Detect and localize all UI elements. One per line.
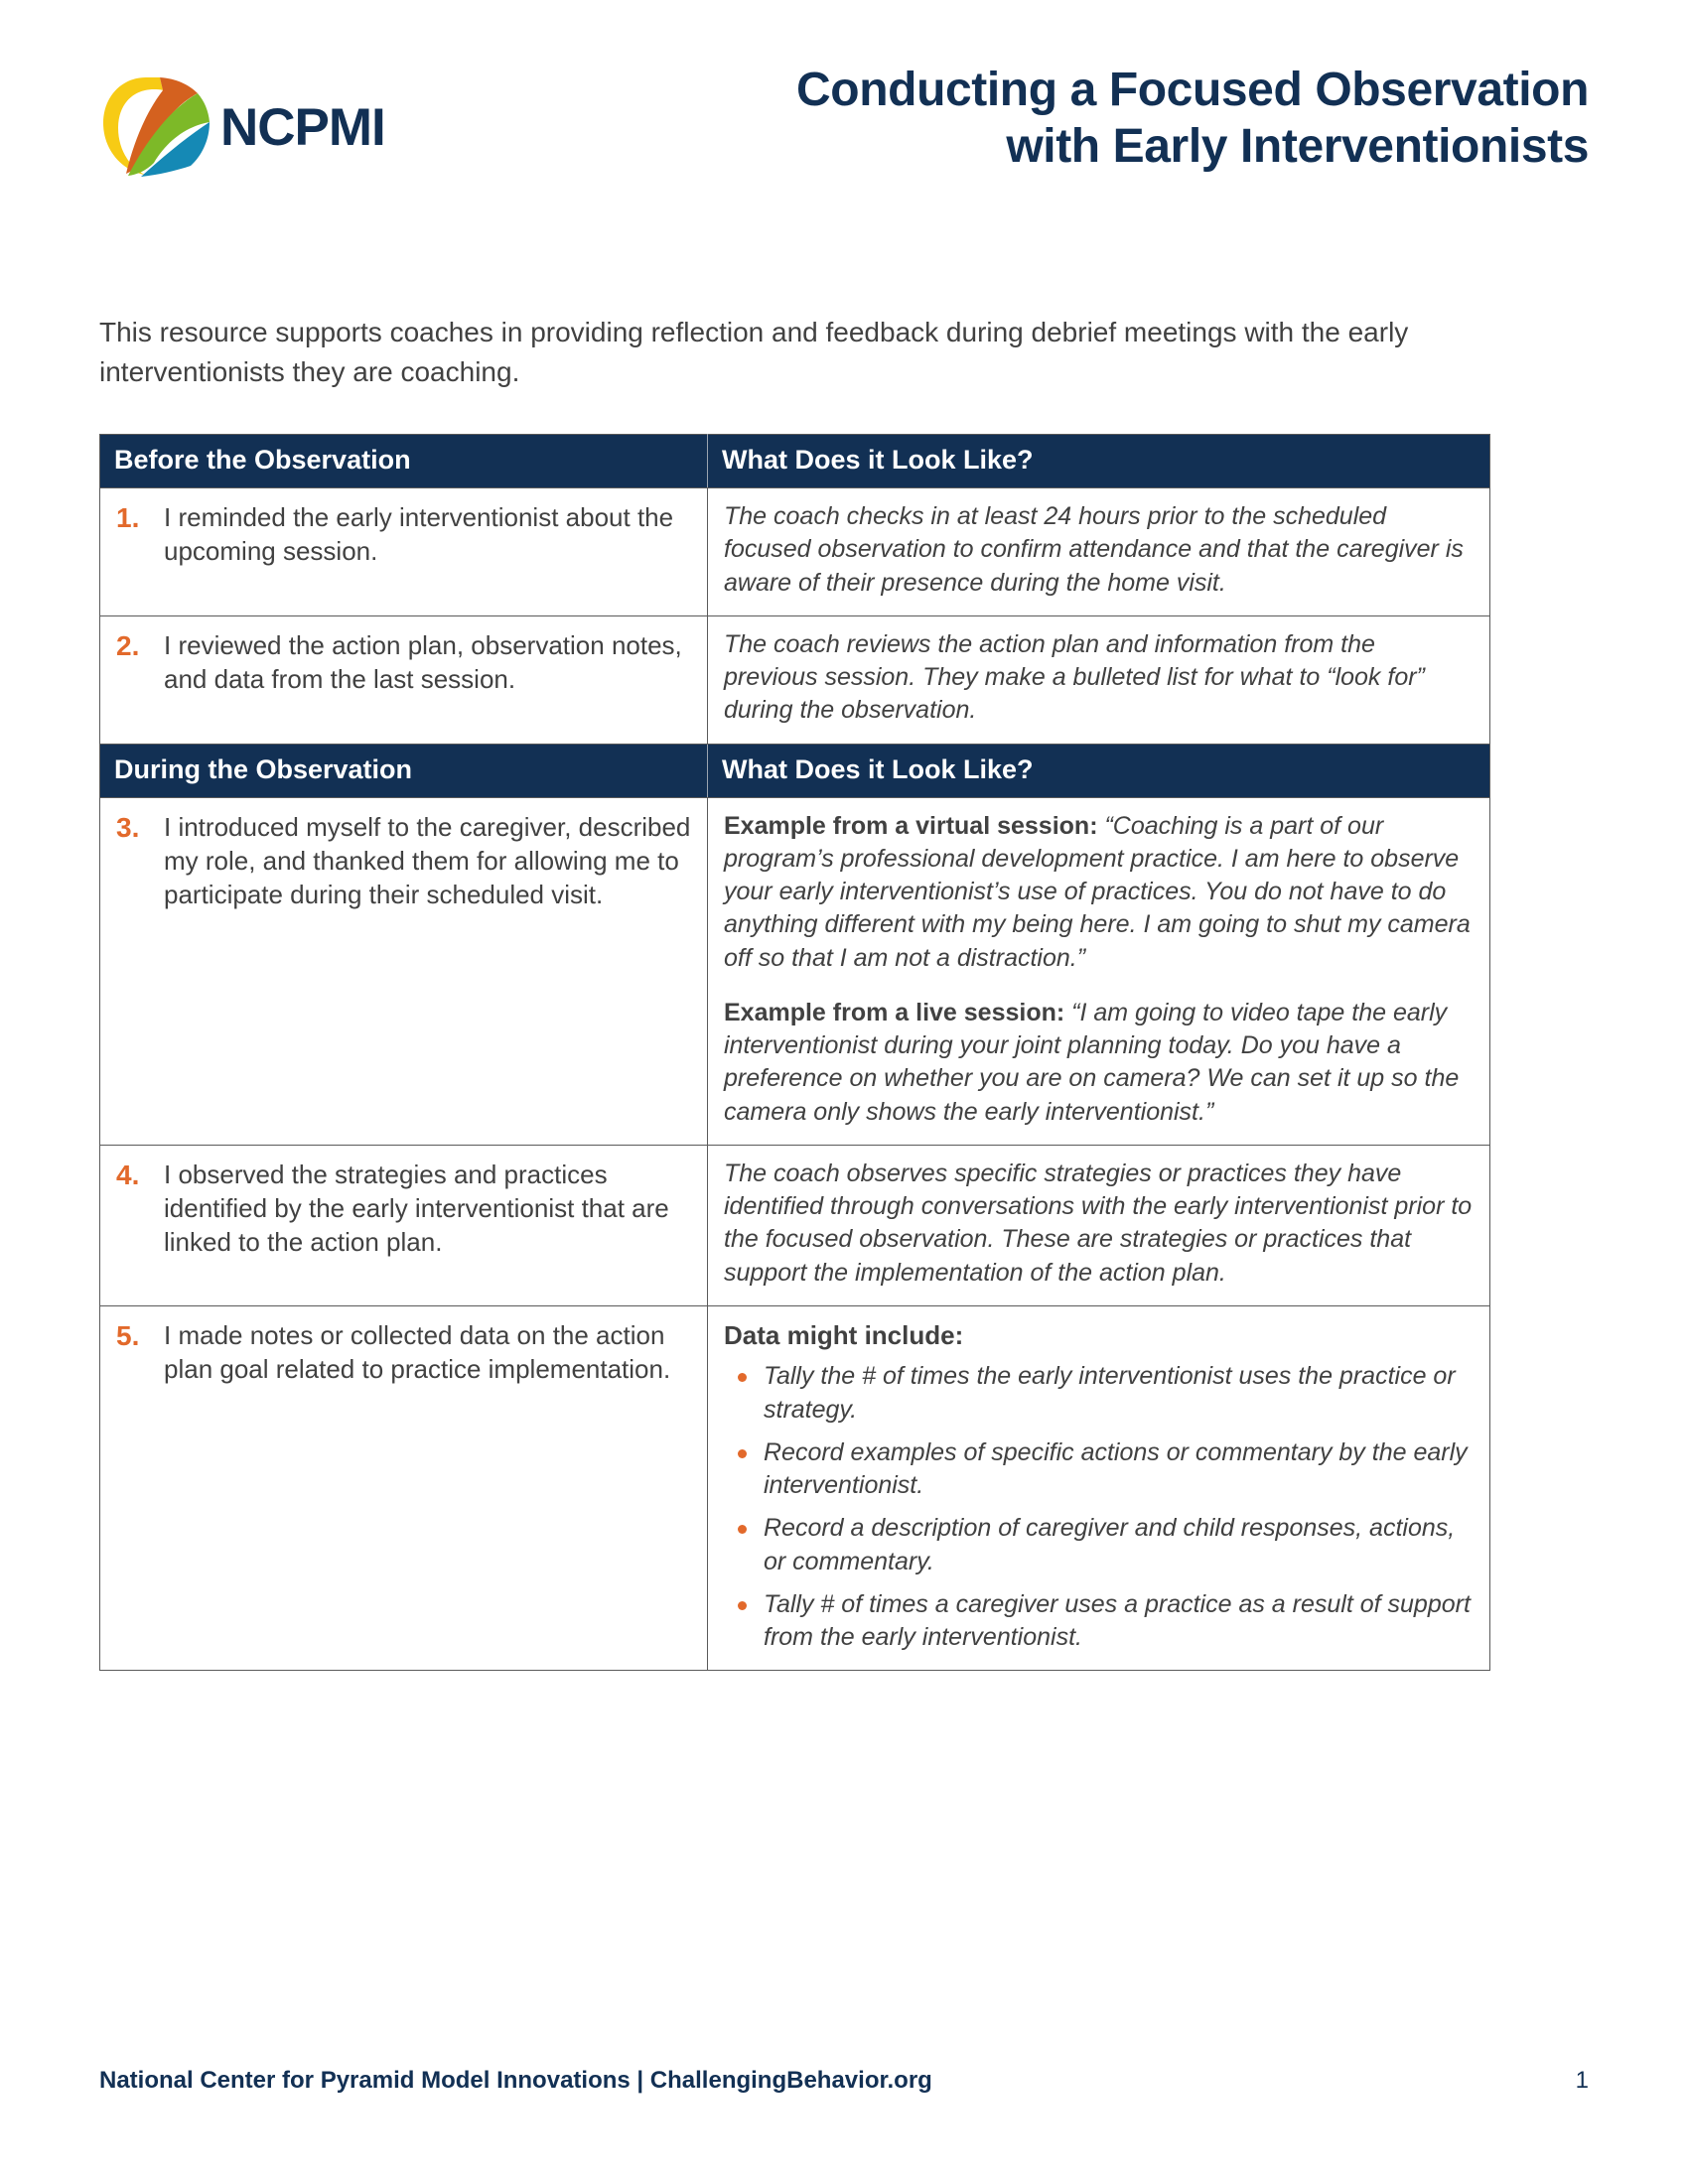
list-item: Record a description of caregiver and child responses, actions, or commentary. [724,1512,1474,1578]
look-like-paragraph: The coach reviews the action plan and information from the previous session. They make a bulleted list for what to “look for” during the observation. [724,629,1425,725]
checklist-item-number: 5. [116,1319,140,1351]
look-like-cell [708,615,1490,744]
list-item: Tally # of times a caregiver uses a practice as a result of support from the early interventionist. [724,1588,1474,1655]
table-row [100,615,1490,744]
look-like-cell [708,1305,1490,1671]
look-like-content [724,810,1474,1129]
checklist-item-text: I reminded the early interventionist about the upcoming session. [164,502,674,567]
page-title [487,62,1589,175]
table-row [100,797,1490,1145]
checklist-item [116,1318,691,1387]
list-item: Record examples of specific actions or commentary by the early interventionist. [724,1436,1474,1503]
table-row [100,488,1490,616]
checklist-item-number: 1. [116,502,140,534]
look-like-content [724,500,1474,600]
footer-organization: National Center for Pyramid Model Innovations | ChallengingBehavior.org [99,2067,932,2094]
checklist-item-number: 4. [116,1159,140,1190]
ncpmi-logo [99,71,417,186]
checklist-item-number: 2. [116,629,140,661]
list-item: Tally the # of times the early interventionist uses the practice or strategy. [724,1360,1474,1427]
look-like-paragraph: The coach observes specific strategies or practices they have identified through conversations with the early interventionist prior to the focused observation. These are strategies or practices that support the implementation of the action plan. [724,1159,1473,1287]
checklist-item-cell [100,797,708,1145]
look-like-paragraph: The coach checks in at least 24 hours prior to the scheduled focused observation to confirm attendance and that the caregiver is aware of their presence during the home visit. [724,502,1464,597]
section-header-left: During the Observation [100,744,708,797]
look-like-lead-label: Example from a live session: [724,998,1065,1026]
document-footer [99,2067,1589,2107]
checklist-item [116,500,691,569]
section-header-left: Before the Observation [100,435,708,488]
page-title-line-1: Conducting a Focused Observation [796,64,1589,116]
checklist-item-cell [100,1305,708,1671]
checklist-item-cell [100,615,708,744]
ncpmi-wordmark: NCPMI [220,98,385,157]
bullet-dot-icon [738,1525,747,1534]
look-like-paragraph: Example from a live session: “I am going to video tape the early interventionist during your joint planning today. Do you have a preference on whether you are on camera? We can set it up so the camera only shows the early interventionist.” [724,998,1460,1126]
document-header [99,62,1589,235]
table-row [100,1305,1490,1671]
checklist-item [116,810,691,912]
intro-paragraph: This resource supports coaches in providing reflection and feedback during debrief meetings with the early interventionists they are coaching. [99,317,1409,387]
checklist-item-text: I made notes or collected data on the action plan goal related to practice implementation. [164,1319,671,1385]
checklist-item-cell [100,488,708,616]
bullets-header: Data might include: [724,1319,964,1350]
page-title-line-2: with Early Interventionists [1006,120,1589,174]
bullet-dot-icon [738,1449,747,1458]
bullet-list [724,1360,1474,1654]
section-header-right: What Does it Look Like? [708,435,1490,488]
table-section-header [100,744,1490,797]
look-like-cell [708,488,1490,616]
checklist-item-text: I observed the strategies and practices identified by the early interventionist that are linked to the action plan. [164,1159,669,1258]
checklist-item [116,628,691,697]
look-like-lead-label: Example from a virtual session: [724,811,1098,840]
footer-page-number: 1 [1575,2067,1589,2094]
table-row [100,1145,1490,1305]
look-like-cell [708,797,1490,1145]
look-like-paragraph: Example from a virtual session: “Coaching is a part of our program’s professional development practice. I am here to observe your early interventionist’s use of practices. You do not have to do anything different with my being here. I am going to shut my camera off so that I am not a distraction.” [724,811,1471,972]
checklist-item-text: I introduced myself to the caregiver, described my role, and thanked them for allowing me to participate during their scheduled visit. [164,811,691,910]
look-like-cell [708,1145,1490,1305]
look-like-content [724,628,1474,728]
look-like-content [724,1318,1474,1655]
look-like-content [724,1158,1474,1290]
checklist-item [116,1158,691,1260]
section-header-right: What Does it Look Like? [708,744,1490,797]
observation-checklist-table [99,434,1490,1671]
bullet-dot-icon [738,1373,747,1382]
checklist-item-text: I reviewed the action plan, observation notes, and data from the last session. [164,629,682,695]
checklist-item-number: 3. [116,811,140,843]
table-section-header [100,435,1490,488]
ncpmi-swoosh-icon [99,71,211,183]
bullet-dot-icon [738,1601,747,1610]
checklist-item-cell [100,1145,708,1305]
